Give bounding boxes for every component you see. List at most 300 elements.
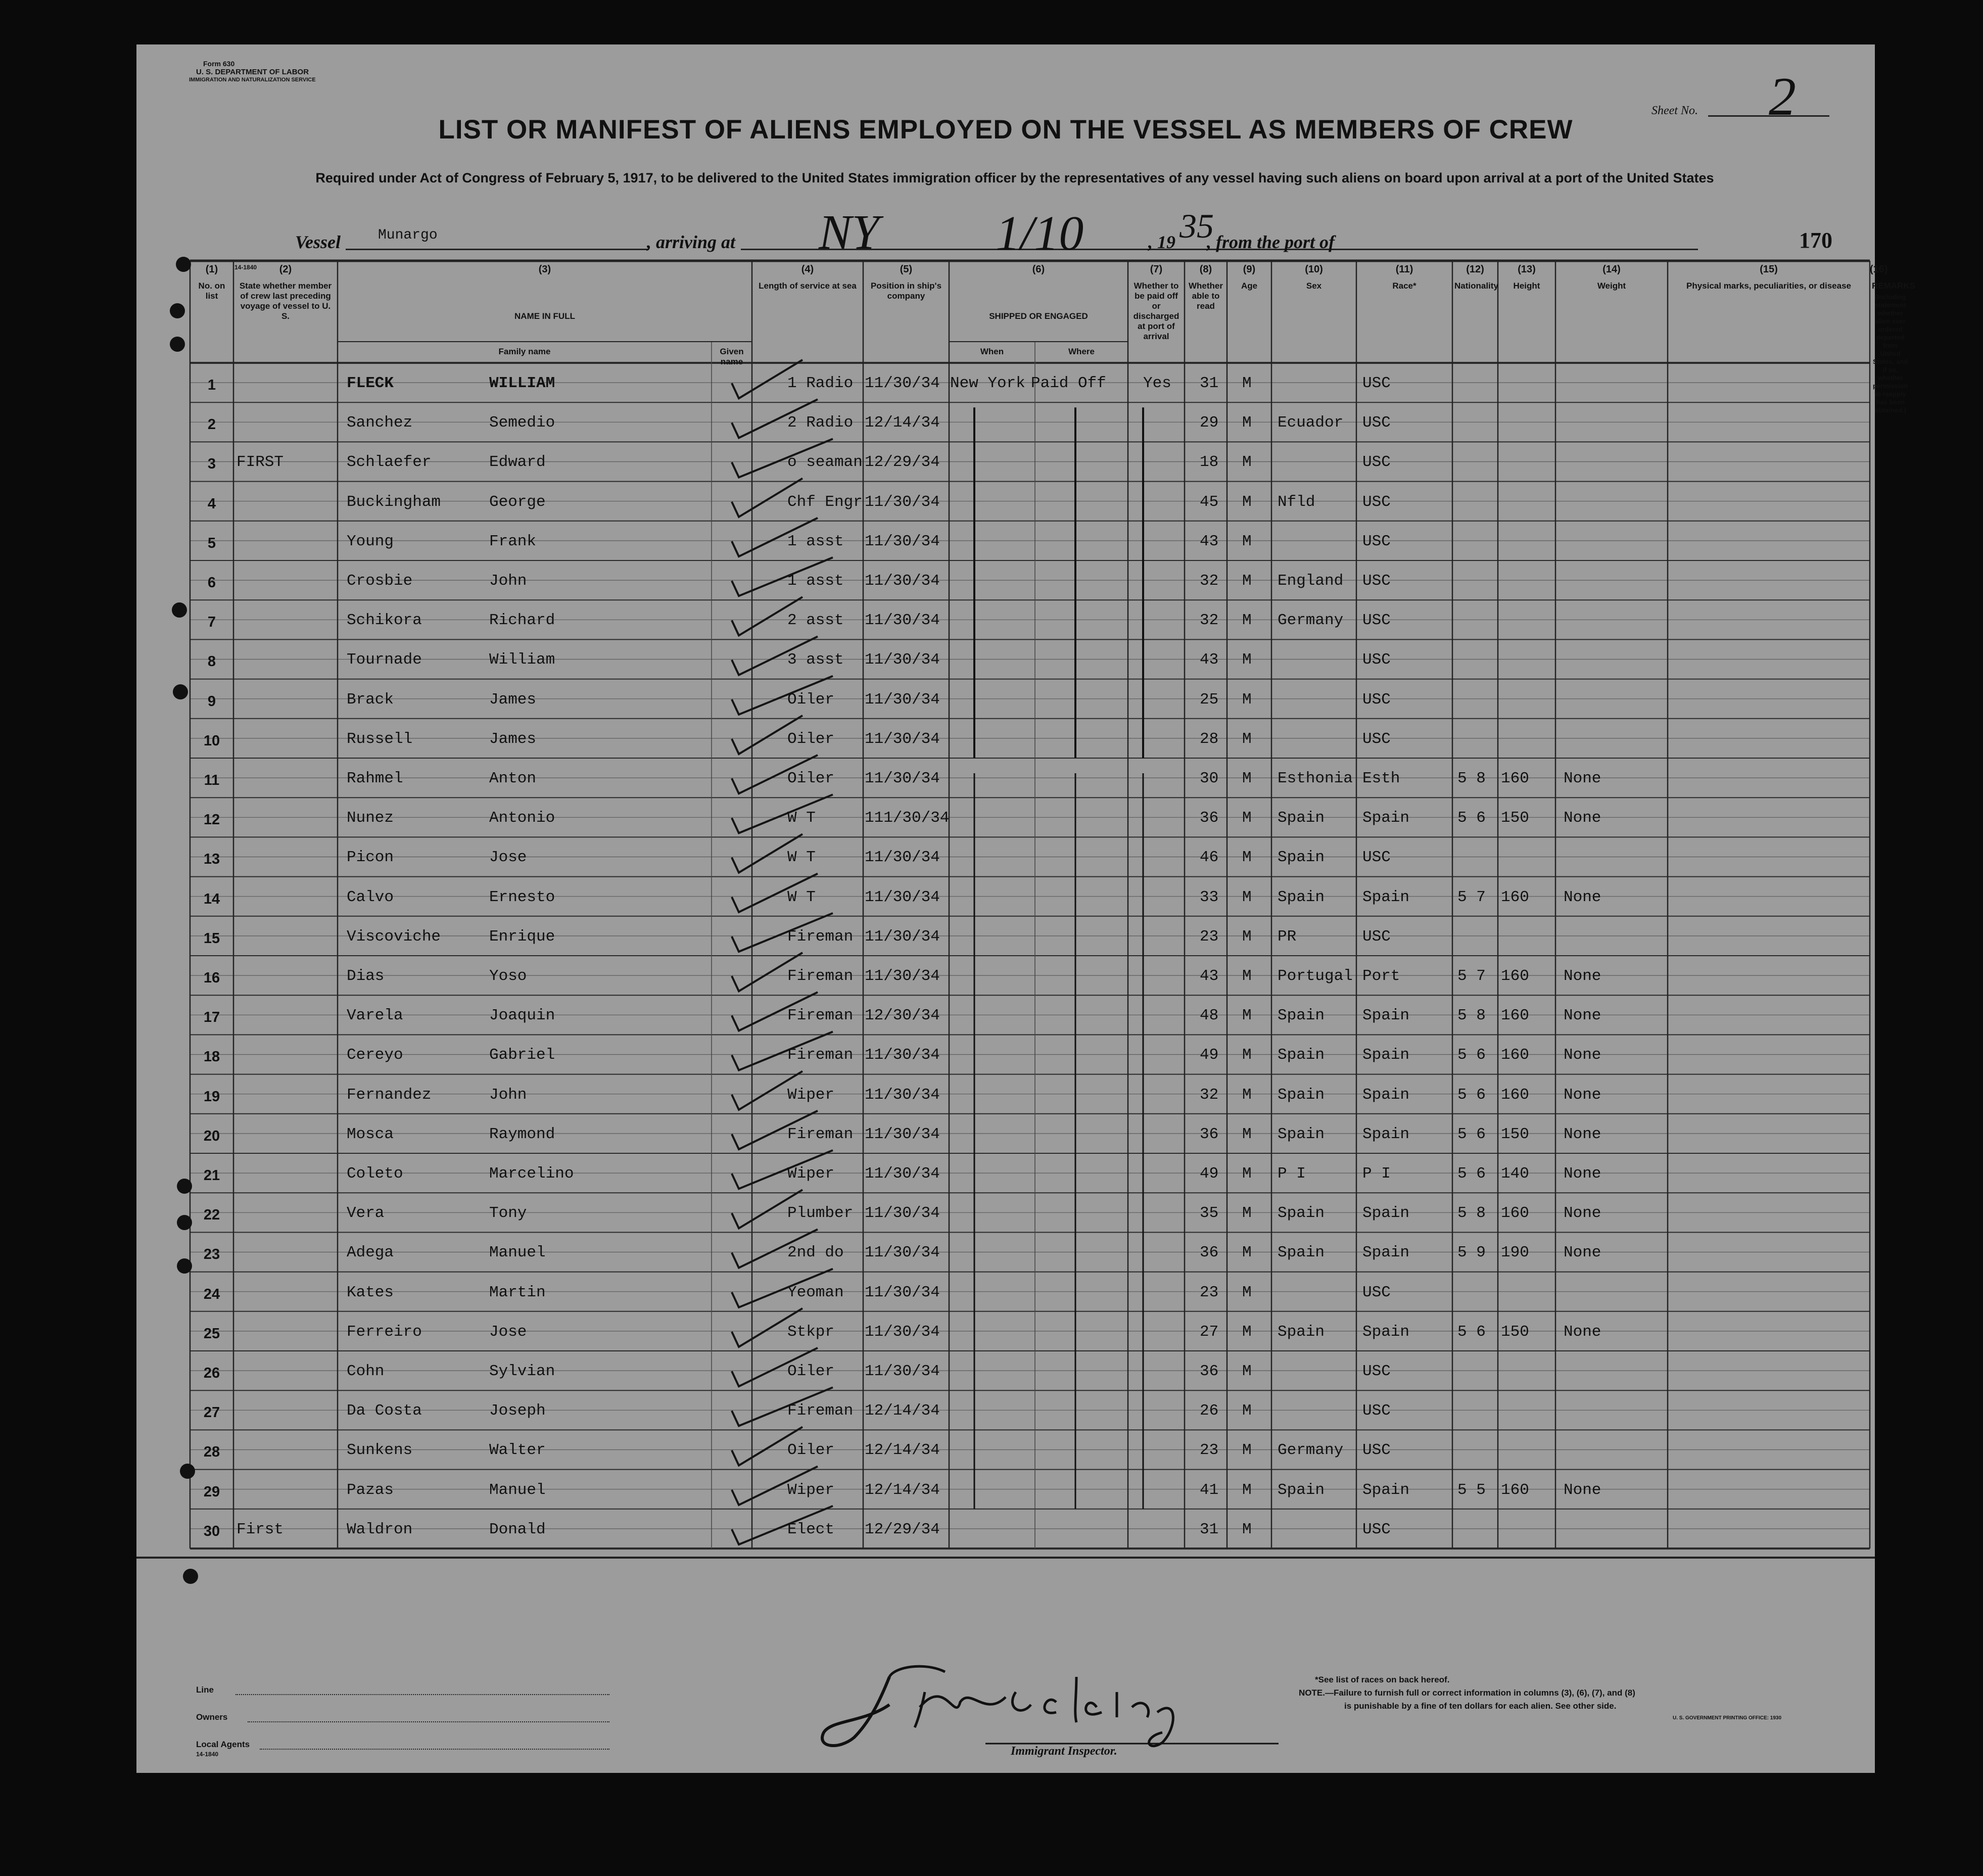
column-number: (9) — [1243, 264, 1256, 275]
nationality: Spain — [1362, 1046, 1410, 1064]
family-name: Da Costa — [347, 1402, 422, 1420]
age: 23 — [1200, 1441, 1219, 1460]
sex: M — [1242, 1481, 1252, 1499]
race: Spain — [1278, 888, 1325, 906]
ledger-grid — [136, 44, 1875, 1773]
able-to-read: Yes — [1143, 374, 1171, 392]
binder-hole — [180, 1464, 195, 1479]
race: Spain — [1278, 1481, 1325, 1499]
shipped-when: 11/30/34 — [865, 1165, 940, 1183]
age: 36 — [1200, 809, 1219, 827]
row-number: 3 — [207, 456, 216, 473]
given-name: Raymond — [489, 1125, 555, 1143]
race: Ecuador — [1278, 414, 1344, 432]
position: Fireman — [787, 967, 854, 985]
given-name: Manuel — [489, 1244, 546, 1262]
nationality: Spain — [1362, 1244, 1410, 1262]
nationality: Spain — [1362, 888, 1410, 906]
age: 32 — [1200, 572, 1219, 590]
weight: 150 — [1501, 1323, 1529, 1341]
row-number: 19 — [203, 1088, 220, 1105]
row-number: 7 — [207, 614, 216, 631]
family-name: Young — [347, 532, 394, 550]
nationality: Spain — [1362, 1007, 1410, 1025]
nationality: USC — [1362, 849, 1391, 867]
shipped-when: 12/14/34 — [865, 1402, 940, 1420]
position: Fireman — [787, 1125, 854, 1143]
agents-label: Local Agents — [196, 1740, 250, 1749]
race: Spain — [1278, 1046, 1325, 1064]
vessel-line — [346, 249, 649, 250]
physical-marks: None — [1564, 888, 1601, 906]
race: Spain — [1278, 1323, 1325, 1341]
arrival-year: 35 — [1179, 207, 1214, 245]
age: 43 — [1200, 532, 1219, 550]
given-name: Ernesto — [489, 888, 555, 906]
family-name: FLECK — [347, 374, 394, 392]
row-number: 16 — [203, 970, 220, 986]
shipped-when: 11/30/34 — [865, 730, 940, 748]
binder-hole — [177, 1258, 192, 1274]
given-name: Joaquin — [489, 1007, 555, 1025]
column-number: (7) — [1150, 264, 1163, 275]
position: Oiler — [787, 690, 835, 709]
age: 25 — [1200, 690, 1219, 709]
column-number: (14) — [1602, 264, 1621, 275]
age: 49 — [1200, 1165, 1219, 1183]
age: 23 — [1200, 1283, 1219, 1301]
column-number: (4) — [801, 264, 814, 275]
age: 49 — [1200, 1046, 1219, 1064]
family-name: Cohn — [347, 1363, 385, 1380]
column-header: Age — [1241, 281, 1258, 291]
position: o seaman — [787, 453, 863, 472]
physical-marks: None — [1564, 1125, 1601, 1143]
age: 43 — [1200, 967, 1219, 985]
prev-voyage: FIRST — [237, 453, 284, 472]
shipped-when: 12/14/34 — [865, 414, 940, 432]
row-number: 20 — [203, 1128, 220, 1144]
physical-marks: None — [1564, 770, 1601, 787]
age: 36 — [1200, 1244, 1219, 1262]
given-name: WILLIAM — [489, 374, 555, 392]
given-name: Frank — [489, 532, 537, 550]
column-number: (16) — [1870, 264, 1888, 275]
race: Spain — [1278, 809, 1325, 827]
nationality: USC — [1362, 612, 1391, 630]
column-number: (13) — [1518, 264, 1536, 275]
shipped-when: 11/30/34 — [865, 770, 940, 787]
weight: 160 — [1501, 1086, 1529, 1104]
row-number: 5 — [207, 535, 216, 551]
page-title: LIST OR MANIFEST OF ALIENS EMPLOYED ON THE VESSEL AS MEMBERS OF CREW — [438, 115, 1573, 145]
given-name: Donald — [489, 1520, 546, 1538]
sex: M — [1242, 927, 1252, 946]
position: Chf Engr — [787, 493, 863, 511]
stamp-number: 170 — [1799, 228, 1832, 253]
position: 1 Radio — [787, 374, 854, 392]
physical-marks: None — [1564, 1086, 1601, 1104]
nationality: Spain — [1362, 809, 1410, 827]
age: 36 — [1200, 1125, 1219, 1143]
sex: M — [1242, 1363, 1252, 1380]
column-number: (15) — [1760, 264, 1778, 275]
sex: M — [1242, 1402, 1252, 1420]
row-number: 18 — [203, 1049, 220, 1065]
given-name: George — [489, 493, 546, 511]
age: 29 — [1200, 414, 1219, 432]
weight: 190 — [1501, 1244, 1529, 1262]
given-name: Jose — [489, 1323, 527, 1341]
age: 27 — [1200, 1323, 1219, 1341]
family-name: Mosca — [347, 1125, 394, 1143]
family-name: Waldron — [347, 1520, 413, 1538]
position: Fireman — [787, 1046, 854, 1064]
row-number: 27 — [203, 1404, 220, 1421]
column-subheader: Where — [1068, 347, 1095, 356]
family-name: Russell — [347, 730, 413, 748]
weight: 160 — [1501, 1007, 1529, 1025]
age: 23 — [1200, 927, 1219, 946]
given-name: Gabriel — [489, 1046, 555, 1064]
given-name: John — [489, 1086, 527, 1104]
nationality: P I — [1362, 1165, 1391, 1183]
nationality: Port — [1362, 967, 1400, 985]
column-subheader: Family name — [498, 347, 551, 356]
binder-hole — [170, 303, 185, 318]
column-header: Race* — [1392, 281, 1417, 291]
position: Plumber — [787, 1204, 854, 1223]
shipped-when: 11/30/34 — [865, 1283, 940, 1301]
race: Germany — [1278, 612, 1344, 630]
arriving-label: , arriving at — [647, 232, 736, 252]
given-name: Sylvian — [489, 1363, 555, 1380]
row-number: 25 — [203, 1325, 220, 1342]
owners-blank — [248, 1721, 609, 1722]
given-name: Martin — [489, 1283, 546, 1301]
sex: M — [1242, 1204, 1252, 1223]
sex: M — [1242, 1165, 1252, 1183]
row-number: 6 — [207, 575, 216, 591]
row-number: 8 — [207, 653, 216, 670]
binder-hole — [177, 1179, 192, 1194]
nationality: USC — [1362, 1283, 1391, 1301]
position: Oiler — [787, 730, 835, 748]
physical-marks: None — [1564, 1244, 1601, 1262]
age: 33 — [1200, 888, 1219, 906]
column-header: Sex — [1306, 281, 1322, 291]
shipped-when: 11/30/34 — [865, 690, 940, 709]
column-subheader: When — [980, 347, 1004, 356]
race: Spain — [1278, 849, 1325, 867]
position: Fireman — [787, 927, 854, 946]
position: Elect — [787, 1520, 835, 1538]
position: Yeoman — [787, 1283, 844, 1301]
nationality: USC — [1362, 1520, 1391, 1538]
column-number: (11) — [1395, 264, 1413, 275]
column-header: Height — [1513, 281, 1540, 291]
family-name: Brack — [347, 690, 394, 709]
nationality: USC — [1362, 651, 1391, 669]
physical-marks: None — [1564, 1007, 1601, 1025]
fine-note-1: NOTE.—Failure to furnish full or correct information in columns (3), (6), (7), and (8) — [1299, 1688, 1635, 1698]
height: 5 6 — [1457, 1323, 1486, 1341]
shipped-when: 11/30/34 — [865, 612, 940, 630]
age: 32 — [1200, 612, 1219, 630]
family-name: Kates — [347, 1283, 394, 1301]
given-name: Marcelino — [489, 1165, 574, 1183]
column-subheader: Given name — [720, 347, 744, 366]
family-name: Sanchez — [347, 414, 413, 432]
shipped-when: 12/29/34 — [865, 1520, 940, 1538]
height: 5 6 — [1457, 1125, 1486, 1143]
row-number: 23 — [203, 1246, 220, 1263]
nationality: USC — [1362, 572, 1391, 590]
column-subheader: (Including statement whether alien ever ordered deported from United States, and if so, whether permission to reapply has been obtained.) — [1873, 293, 1908, 414]
family-name: Rahmel — [347, 770, 403, 787]
row-number: 4 — [207, 495, 216, 512]
weight: 160 — [1501, 967, 1529, 985]
sex: M — [1242, 849, 1252, 867]
position: 2 asst — [787, 612, 844, 630]
row-number: 29 — [203, 1483, 220, 1500]
row-number: 26 — [203, 1365, 220, 1381]
sex: M — [1242, 532, 1252, 550]
age: 18 — [1200, 453, 1219, 472]
age: 36 — [1200, 1363, 1219, 1380]
height: 5 6 — [1457, 1046, 1486, 1064]
column-number: (3) — [538, 264, 551, 275]
row-number: 24 — [203, 1286, 220, 1302]
sheet-label: Sheet No. — [1651, 104, 1698, 117]
family-name: Sunkens — [347, 1441, 413, 1460]
inspector-label: Immigrant Inspector. — [1011, 1745, 1117, 1758]
shipped-when: 11/30/34 — [865, 1244, 940, 1262]
family-name: Cereyo — [347, 1046, 403, 1064]
column-header: Weight — [1597, 281, 1626, 291]
column-number: (2) — [279, 264, 292, 275]
nationality: USC — [1362, 690, 1391, 709]
weight: 160 — [1501, 1204, 1529, 1223]
nationality: Spain — [1362, 1204, 1410, 1223]
row-number: 1 — [207, 377, 216, 393]
shipped-when: 11/30/34 — [865, 927, 940, 946]
column-number: (5) — [900, 264, 913, 275]
family-name: Calvo — [347, 888, 394, 906]
nationality: USC — [1362, 453, 1391, 472]
sex: M — [1242, 809, 1252, 827]
shipped-when: 11/30/34 — [865, 1323, 940, 1341]
family-name: Crosbie — [347, 572, 413, 590]
weight: 160 — [1501, 1046, 1529, 1064]
shipped-when: 11/30/34 — [865, 1086, 940, 1104]
row-number: 21 — [203, 1167, 220, 1184]
sex: M — [1242, 690, 1252, 709]
family-name: Coleto — [347, 1165, 403, 1183]
race: Spain — [1278, 1086, 1325, 1104]
page-subtitle: Required under Act of Congress of February 5, 1917, to be delivered to the United States immigration officer by the representatives of any vessel having such aliens on board upon arrival at a port of the United States — [315, 170, 1714, 185]
position: 2 Radio — [787, 414, 854, 432]
position: W T — [787, 849, 816, 867]
column-header: REMARKS — [1872, 281, 1915, 291]
row-number: 30 — [203, 1523, 220, 1539]
family-name: Fernandez — [347, 1086, 432, 1104]
position: Fireman — [787, 1007, 854, 1025]
prev-voyage: First — [237, 1520, 284, 1538]
row-number: 10 — [203, 732, 220, 749]
given-name: Edward — [489, 453, 546, 472]
nationality: Esth — [1362, 770, 1400, 787]
signature-text — [1056, 1611, 1117, 1625]
column-number: (12) — [1466, 264, 1484, 275]
race: Portugal — [1278, 967, 1353, 985]
arriving-port: NY — [819, 205, 879, 260]
physical-marks: None — [1564, 1046, 1601, 1064]
given-name: Jose — [489, 849, 527, 867]
age: 48 — [1200, 1007, 1219, 1025]
given-name: Antonio — [489, 809, 555, 827]
row-number: 14 — [203, 890, 220, 907]
given-name: John — [489, 572, 527, 590]
sex: M — [1242, 1086, 1252, 1104]
physical-marks: None — [1564, 1323, 1601, 1341]
race: Spain — [1278, 1244, 1325, 1262]
family-name: Dias — [347, 967, 385, 985]
age: 31 — [1200, 374, 1219, 392]
sex: M — [1242, 1520, 1252, 1538]
family-name: Buckingham — [347, 493, 441, 511]
agents-blank — [260, 1749, 609, 1750]
height: 5 8 — [1457, 770, 1486, 787]
age: 28 — [1200, 730, 1219, 748]
inspector-signature-mark — [793, 1657, 1279, 1753]
column-header: NAME IN FULL — [514, 311, 575, 321]
race: Esthonia — [1278, 770, 1353, 787]
given-name: Richard — [489, 612, 555, 630]
age: 43 — [1200, 651, 1219, 669]
position: Wiper — [787, 1481, 835, 1499]
position: 3 asst — [787, 651, 844, 669]
check-mark — [732, 794, 833, 833]
physical-marks: None — [1564, 1165, 1601, 1183]
race: Spain — [1278, 1204, 1325, 1223]
binder-hole — [170, 337, 185, 352]
age: 31 — [1200, 1520, 1219, 1538]
shipped-when: 11/30/34 — [865, 651, 940, 669]
position: Wiper — [787, 1086, 835, 1104]
from-port-label: , from the port of — [1207, 232, 1335, 252]
physical-marks: None — [1564, 1481, 1601, 1499]
nationality: Spain — [1362, 1323, 1410, 1341]
form-number: Form 630 — [203, 60, 235, 68]
agents-form-code: 14-1840 — [196, 1751, 219, 1758]
sex: M — [1242, 967, 1252, 985]
shipped-when: 111/30/34 — [865, 809, 950, 827]
line-label: Line — [196, 1685, 214, 1695]
shipped-when: 12/30/34 — [865, 1007, 940, 1025]
position: Oiler — [787, 1363, 835, 1380]
weight: 160 — [1501, 770, 1529, 787]
given-name: Semedio — [489, 414, 555, 432]
position: W T — [787, 809, 816, 827]
fine-note-2: is punishable by a fine of ten dollars for each alien. See other side. — [1344, 1701, 1617, 1711]
shipped-when: 11/30/34 — [865, 493, 940, 511]
shipped-when: 11/30/34 — [865, 1204, 940, 1223]
row-number: 22 — [203, 1207, 220, 1224]
form-code-top: 14-1840 — [234, 264, 257, 271]
sex: M — [1242, 1323, 1252, 1341]
service-name: IMMIGRATION AND NATURALIZATION SERVICE — [189, 77, 316, 83]
shipped-where: New York — [950, 374, 1025, 392]
row-number: 17 — [203, 1009, 220, 1026]
age: 30 — [1200, 770, 1219, 787]
physical-marks: None — [1564, 967, 1601, 985]
column-header: Position in ship's company — [870, 281, 942, 301]
shipped-when: 12/14/34 — [865, 1481, 940, 1499]
given-name: James — [489, 690, 537, 709]
shipped-when: 11/30/34 — [865, 374, 940, 392]
height: 5 6 — [1457, 1086, 1486, 1104]
weight: 160 — [1501, 888, 1529, 906]
nationality: USC — [1362, 374, 1391, 392]
row-number: 11 — [204, 772, 220, 788]
age: 32 — [1200, 1086, 1219, 1104]
manifest-sheet — [136, 44, 1915, 1773]
weight: 140 — [1501, 1165, 1529, 1183]
sex: M — [1242, 572, 1252, 590]
sex: M — [1242, 770, 1252, 787]
line-blank — [235, 1694, 609, 1695]
age: 35 — [1200, 1204, 1219, 1223]
position: Oiler — [787, 770, 835, 787]
nationality: USC — [1362, 493, 1391, 511]
family-name: Schikora — [347, 612, 422, 630]
row-number: 13 — [203, 851, 220, 868]
given-name: James — [489, 730, 537, 748]
family-name: Viscoviche — [347, 927, 441, 946]
position: W T — [787, 888, 816, 906]
position: Fireman — [787, 1402, 854, 1420]
binder-hole — [176, 257, 191, 272]
race: Nfld — [1278, 493, 1315, 511]
sex: M — [1242, 414, 1252, 432]
height: 5 8 — [1457, 1204, 1486, 1223]
shipped-when: 11/30/34 — [865, 888, 940, 906]
race: PR — [1278, 927, 1297, 946]
owners-label: Owners — [196, 1712, 228, 1722]
physical-marks: None — [1564, 1204, 1601, 1223]
given-name: Manuel — [489, 1481, 546, 1499]
given-name: William — [489, 651, 555, 669]
height: 5 6 — [1457, 1165, 1486, 1183]
age: 41 — [1200, 1481, 1219, 1499]
given-name: Anton — [489, 770, 537, 787]
age: 26 — [1200, 1402, 1219, 1420]
races-note: *See list of races on back hereof. — [1315, 1675, 1450, 1684]
nationality: USC — [1362, 1441, 1391, 1460]
binder-hole — [173, 684, 188, 699]
sex: M — [1242, 651, 1252, 669]
position: Oiler — [787, 1441, 835, 1460]
race: England — [1278, 572, 1344, 590]
physical-marks: None — [1564, 809, 1601, 827]
sex: M — [1242, 1125, 1252, 1143]
family-name: Ferreiro — [347, 1323, 422, 1341]
nationality: Spain — [1362, 1086, 1410, 1104]
position: 2nd do — [787, 1244, 844, 1262]
column-number: (10) — [1305, 264, 1323, 275]
position: 1 asst — [787, 532, 844, 550]
